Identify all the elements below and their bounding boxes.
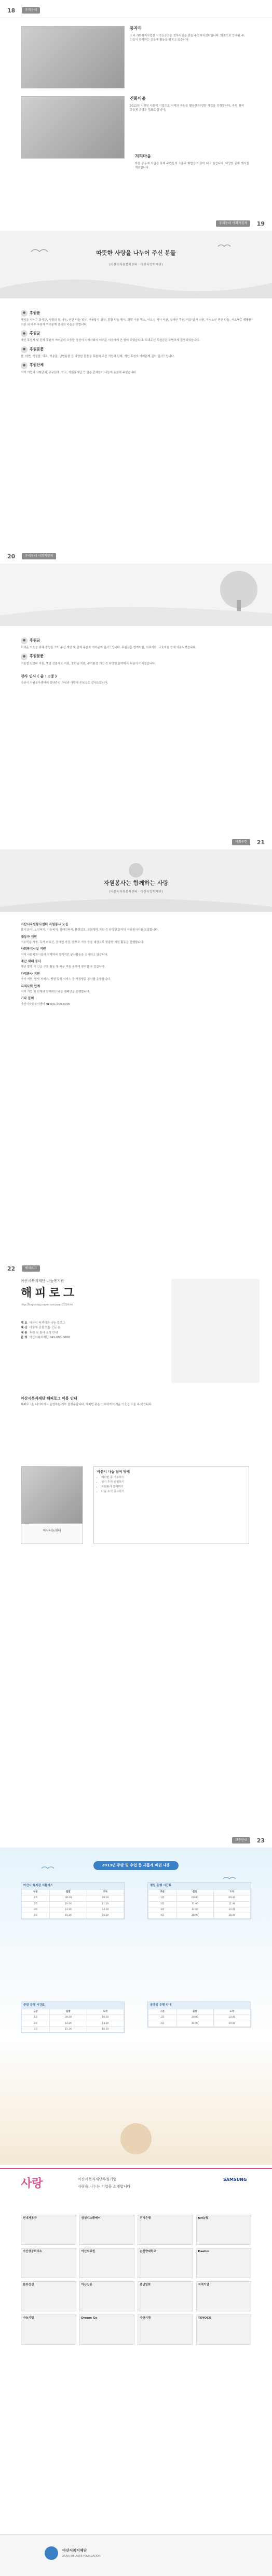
table-row: 2회 11:00 11:40: [148, 1901, 251, 1907]
table-row: 4회 16:00 16:40: [148, 1913, 251, 1918]
sponsor-banner: [0, 2168, 272, 2209]
info-row: 대 상 나눔에 관심 있는 모든 분: [21, 1326, 61, 1330]
tree-illustration: [0, 564, 272, 626]
section-heading: ● 후원단체: [21, 362, 251, 369]
section-tab: 우리동네: [22, 7, 40, 14]
category-text: 아산시자원봉사센터 ☎ 041-000-0000: [21, 1002, 71, 1006]
section-tab: 사회공헌: [232, 839, 250, 845]
section-text: 쌀, 라면, 생필품, 의류, 학용품, 난방용품 등 다양한 물품을 후원해 주신 기업과 단체, 개인 후원자 여러분께 깊이 감사드립니다.: [21, 355, 175, 358]
page-21: [0, 832, 272, 1258]
table-row: 3회 13:30 14:10: [22, 1907, 124, 1913]
sponsor-card[interactable]: 삼성디스플레이: [79, 2215, 135, 2245]
table-row: 2회 12:30 13:10: [22, 2021, 124, 2026]
section-heading: ● 후원물품: [21, 346, 251, 353]
list-item: • 나눔 소식 공유하기: [101, 1490, 246, 1494]
info-list: [21, 1320, 166, 1341]
section-text: 겨울철 난방비 지원, 명절 선물세트 지원, 장학금 지원, 주거환경 개선 등 다양한 분야에서 후원이 이어졌습니다.: [21, 662, 156, 665]
thanks-text: 아산시 자원봉사센터에 보내주신 관심과 사랑에 진심으로 감사드립니다.: [21, 681, 108, 685]
sponsor-card[interactable]: 현대자동차: [21, 2215, 76, 2245]
community-title: 진화마을: [130, 96, 146, 101]
page-subheadline: (아산시자원봉사센터 · 아산시장학재단): [109, 263, 163, 267]
schedule-title: 2013년 주말 및 수업 등 새롭게 바뀐 내용: [93, 1861, 178, 1870]
section-text: 행복을 나누는 봉사단, 사랑의 쌀 나눔, 연탄 나눔 봉사, 이웃돕기 성금, 김장 나눔 행사, 희망 나눔 박스, 어르신 식사 지원, 장애인 후원, 아동 급식 지원, 독거노인 반찬 나눔, 저소득층 생필품 지원 외 다수 후원자 여러분께 감사의 마음을 전합니다.: [21, 319, 251, 326]
category-text: 지역 기업 및 단체와 함께하는 나눔 캠페인을 진행합니다.: [21, 990, 90, 993]
timetable-title: 평일 운행 시간표: [148, 1882, 251, 1889]
banner-subtitle: 아산시복지재단후원기업: [78, 2177, 117, 2181]
bullet-icon: ●: [21, 310, 28, 317]
community-item: [135, 125, 249, 171]
community-text: 소리 사회복지사업장 시정공공장은 정부지원을 받은 주민자치센터입니다. 회원으로 등록된 주민들이 함께하는 공동체 활동을 펼치고 있습니다.: [130, 34, 244, 42]
bullet-icon: ●: [21, 362, 28, 369]
happylog-logo: [21, 1279, 166, 1307]
donor-list: [21, 634, 251, 685]
section-tab: 우리동네 사회적경제: [22, 553, 56, 559]
timetable-title: 주말 운행 시간표: [21, 2002, 124, 2009]
participation-box: [93, 1466, 249, 1544]
donor-list: [21, 307, 251, 375]
box-title: 아산시 나눔 참여 방법: [97, 1470, 130, 1474]
table-row: 2회 10:30 11:10: [22, 1901, 124, 1907]
page-headline: 따뜻한 사랑을 나누어 주신 분들: [96, 250, 176, 256]
category-text: 지역 사회복지시설과 연계하여 정기적인 봉사활동을 실시하고 있습니다.: [21, 953, 108, 957]
section-text: 어려운 이웃을 위해 정성을 모아 주신 개인 및 단체 후원자 여러분께 감사드립니다. 후원금은 생계지원, 의료지원, 교육지원 등에 사용되었습니다.: [21, 646, 197, 649]
sponsor-card[interactable]: TOYOCO: [196, 2315, 252, 2345]
sponsor-card[interactable]: 충남일보: [138, 2281, 193, 2311]
banner-tagline: 사랑을 나누는 기업을 소개합니다: [78, 2185, 131, 2189]
bullet-icon: ●: [21, 637, 28, 644]
foundation-emblem-icon: [45, 2546, 58, 2560]
category-title: 지역사회 연계: [21, 984, 40, 988]
sponsor-card[interactable]: 아산의료원: [79, 2248, 135, 2278]
section-heading: ● 후원금: [21, 637, 251, 644]
community-text: 마을 공동체 사업을 통해 주민들의 소통과 화합을 이끌어 내고 있습니다. 다양한 문화 행사를 개최합니다.: [135, 162, 249, 170]
thanks-heading: 감사 인사 ( 총 : 1명 ): [21, 674, 57, 679]
category-text: 가사 지원, 말벗 서비스, 병원 동행 서비스 등 가정방문 봉사를 운영합니다.: [21, 978, 111, 982]
category-title: 재난 재해 봉사: [21, 960, 41, 964]
timetable: 주말 운행 시간표 구분 출발 도착 1회 09:30 10:10 2회 12:30 13:10 3회 15:30 16:10: [21, 2002, 125, 2033]
section-heading: ● 후원물품: [21, 653, 251, 660]
info-row: 개 요 아산시 복지재단 나눔 블로그: [21, 1322, 65, 1325]
page-18: [0, 0, 272, 213]
store-photo: [21, 1467, 83, 1524]
section-tab: 교통안내: [232, 1837, 250, 1843]
page-19: [0, 213, 272, 546]
section-text: 개인 후원자 및 단체 후원자 여러분의 소중한 정성이 지역사회의 어려운 이웃에게 큰 힘이 되었습니다. 보내주신 후원금은 투명하게 집행되었습니다.: [21, 339, 200, 343]
notice-title: 아산시복지재단 해피로그 이용 안내: [21, 1396, 77, 1401]
page-subheadline: (아산시자원봉사센터 · 아산시장학재단): [109, 890, 163, 894]
notice-text: 해피로그는 네이버에서 운영하는 기부 플랫폼입니다. 해피빈 콩을 기부하여 어려운 이웃을 도울 수 있습니다.: [21, 1403, 153, 1407]
brand-logo: SAMSUNG: [223, 2177, 247, 2182]
table-row: 1회 09:00 09:40: [148, 1895, 251, 1901]
page-22: [0, 1258, 272, 1830]
sponsor-card[interactable]: 아산신문: [79, 2281, 135, 2311]
community-item: [21, 26, 249, 88]
info-row: 문 의 아산시복지재단 041-000-0000: [21, 1336, 70, 1340]
page-headline: 자원봉사는 함께하는 사랑: [103, 880, 169, 886]
table-row: 1회 10:00 10:40: [148, 2015, 251, 2021]
timetable: 평일 운행 시간표 구분 출발 도착 1회 09:00 09:40 2회 11:00 11:40 3회 14:00 14:40 4회 16:00 16:40: [147, 1882, 251, 1919]
section-heading: ● 후원품: [21, 310, 251, 317]
section-tab: 우리동네 사회적경제: [216, 220, 250, 227]
sponsor-card[interactable]: Dream Go: [79, 2315, 135, 2345]
sponsor-card[interactable]: Daelim: [196, 2248, 252, 2278]
page-number: 20: [7, 553, 16, 560]
category-title: 아산시자원봉사센터 자원봉사 모집: [21, 923, 69, 926]
category-text: 봉사 분야: 노인복지, 아동복지, 장애인복지, 환경보호, 문화행사 지원 등 다양한 분야의 자원봉사자를 모집합니다.: [21, 929, 159, 932]
category-title: 사회복지시설 지원: [21, 947, 46, 951]
list-item: • 해피빈 콩 기부하기: [101, 1476, 246, 1480]
list-item: • 자원봉사 참여하기: [101, 1485, 246, 1489]
footer-org: 아산시복지재단: [62, 2548, 87, 2553]
store-label: 아산나눔센터: [43, 1529, 61, 1533]
sponsor-card[interactable]: 한라건설: [21, 2281, 76, 2311]
volunteer-info: [21, 920, 251, 1006]
sponsor-card[interactable]: 순천향대학교: [138, 2248, 193, 2278]
category-title: 기타 문의: [21, 997, 34, 1001]
banner-headline: 사랑: [21, 2177, 43, 2190]
community-title: 겨리마을: [135, 154, 151, 159]
table-row: 1회 09:30 10:10: [22, 2015, 124, 2021]
table-row: 3회 15:30 16:10: [22, 2026, 124, 2032]
page-number: 22: [7, 1265, 16, 1272]
notice-section: [21, 1393, 251, 1407]
section-heading: ● 후원금: [21, 330, 251, 337]
page-number: 19: [256, 220, 265, 227]
page-20: [0, 546, 272, 832]
sponsor-card[interactable]: 지역기업: [196, 2281, 252, 2311]
schedule-title-wrap: [0, 1861, 272, 1870]
timetable: 아산시 복지관 셔틀버스 구분 출발 도착 1회 08:30 09:10 2회 10:30 11:10 3회 13:30 14:10 4회 15:30 16:10: [21, 1882, 125, 1919]
category-text: 저소득층 가정, 독거 어르신, 장애인 가정, 한부모 가정 등을 대상으로 맞춤형 지원 활동을 진행합니다.: [21, 940, 144, 944]
decorative-scenery: [0, 564, 272, 626]
page-number: 21: [256, 839, 265, 846]
category-text: 재난 발생 시 긴급 구호 활동 및 복구 지원 봉사에 참여할 수 있습니다.: [21, 965, 105, 969]
category-title: 대상자 지원: [21, 935, 37, 939]
section-text: 지역 기업과 사회단체, 종교단체, 학교, 자원봉사단 등 많은 단체들이 나눔에 동참해 주셨습니다.: [21, 371, 137, 374]
footer: [0, 2534, 272, 2576]
section-tab: 해피로그: [22, 1265, 40, 1272]
sponsor-grid: [21, 2215, 251, 2345]
logo-title: 해피로그: [21, 1286, 78, 1300]
table-row: 1회 08:30 09:10: [22, 1895, 124, 1901]
timetable-title: 아산시 복지관 셔틀버스: [21, 1882, 124, 1889]
sponsor-card[interactable]: 아산시청: [138, 2315, 193, 2345]
table-row: 3회 14:00 14:40: [148, 1907, 251, 1913]
community-photo: [21, 96, 125, 159]
sponsor-card[interactable]: 나눔기업: [21, 2315, 76, 2345]
community-photo: [21, 26, 125, 88]
store-card: [21, 1466, 83, 1544]
table-row: 4회 15:30 16:10: [22, 1913, 124, 1918]
footer-org-en: ASAN WELFARE FOUNDATION: [62, 2555, 101, 2558]
list-item: • 정기 후원 신청하기: [101, 1481, 246, 1484]
page-23: [0, 1830, 272, 2576]
table-row: 2회 14:00 14:40: [148, 2021, 251, 2026]
sponsor-card[interactable]: 아산상공회의소: [21, 2248, 76, 2278]
info-row: 내 용 후원 및 봉사 소식 안내: [21, 1331, 58, 1335]
bullet-icon: ●: [21, 330, 28, 337]
logo-subtitle: 아산시복지재단 나눔복지관: [21, 1279, 64, 1283]
page-number: 18: [7, 7, 16, 14]
sponsor-card[interactable]: NH농협: [196, 2215, 252, 2245]
illustration-panel: [171, 1279, 260, 1383]
timetable: 공휴일 운행 안내 구분 출발 도착 1회 10:00 10:40 2회 14:00 14:40: [147, 2002, 251, 2028]
community-title: 풍자리: [130, 26, 142, 31]
community-text: 2011년 지정된 사회적 기업으로 지역의 자원을 활용한 다양한 사업을 진행합니다. 주민 참여 공동체 운영을 목표로 합니다.: [130, 104, 244, 112]
logo-url[interactable]: http://happylog.naver.com/asan2014.do: [21, 1303, 73, 1307]
category-title: 가정봉사 지원: [21, 972, 40, 976]
bullet-icon: ●: [21, 653, 28, 660]
timetable-title: 공휴일 운행 안내: [148, 2002, 251, 2009]
bullet-icon: ●: [21, 346, 28, 353]
sponsor-card[interactable]: 우리은행: [138, 2215, 193, 2245]
page-number: 23: [256, 1837, 265, 1844]
